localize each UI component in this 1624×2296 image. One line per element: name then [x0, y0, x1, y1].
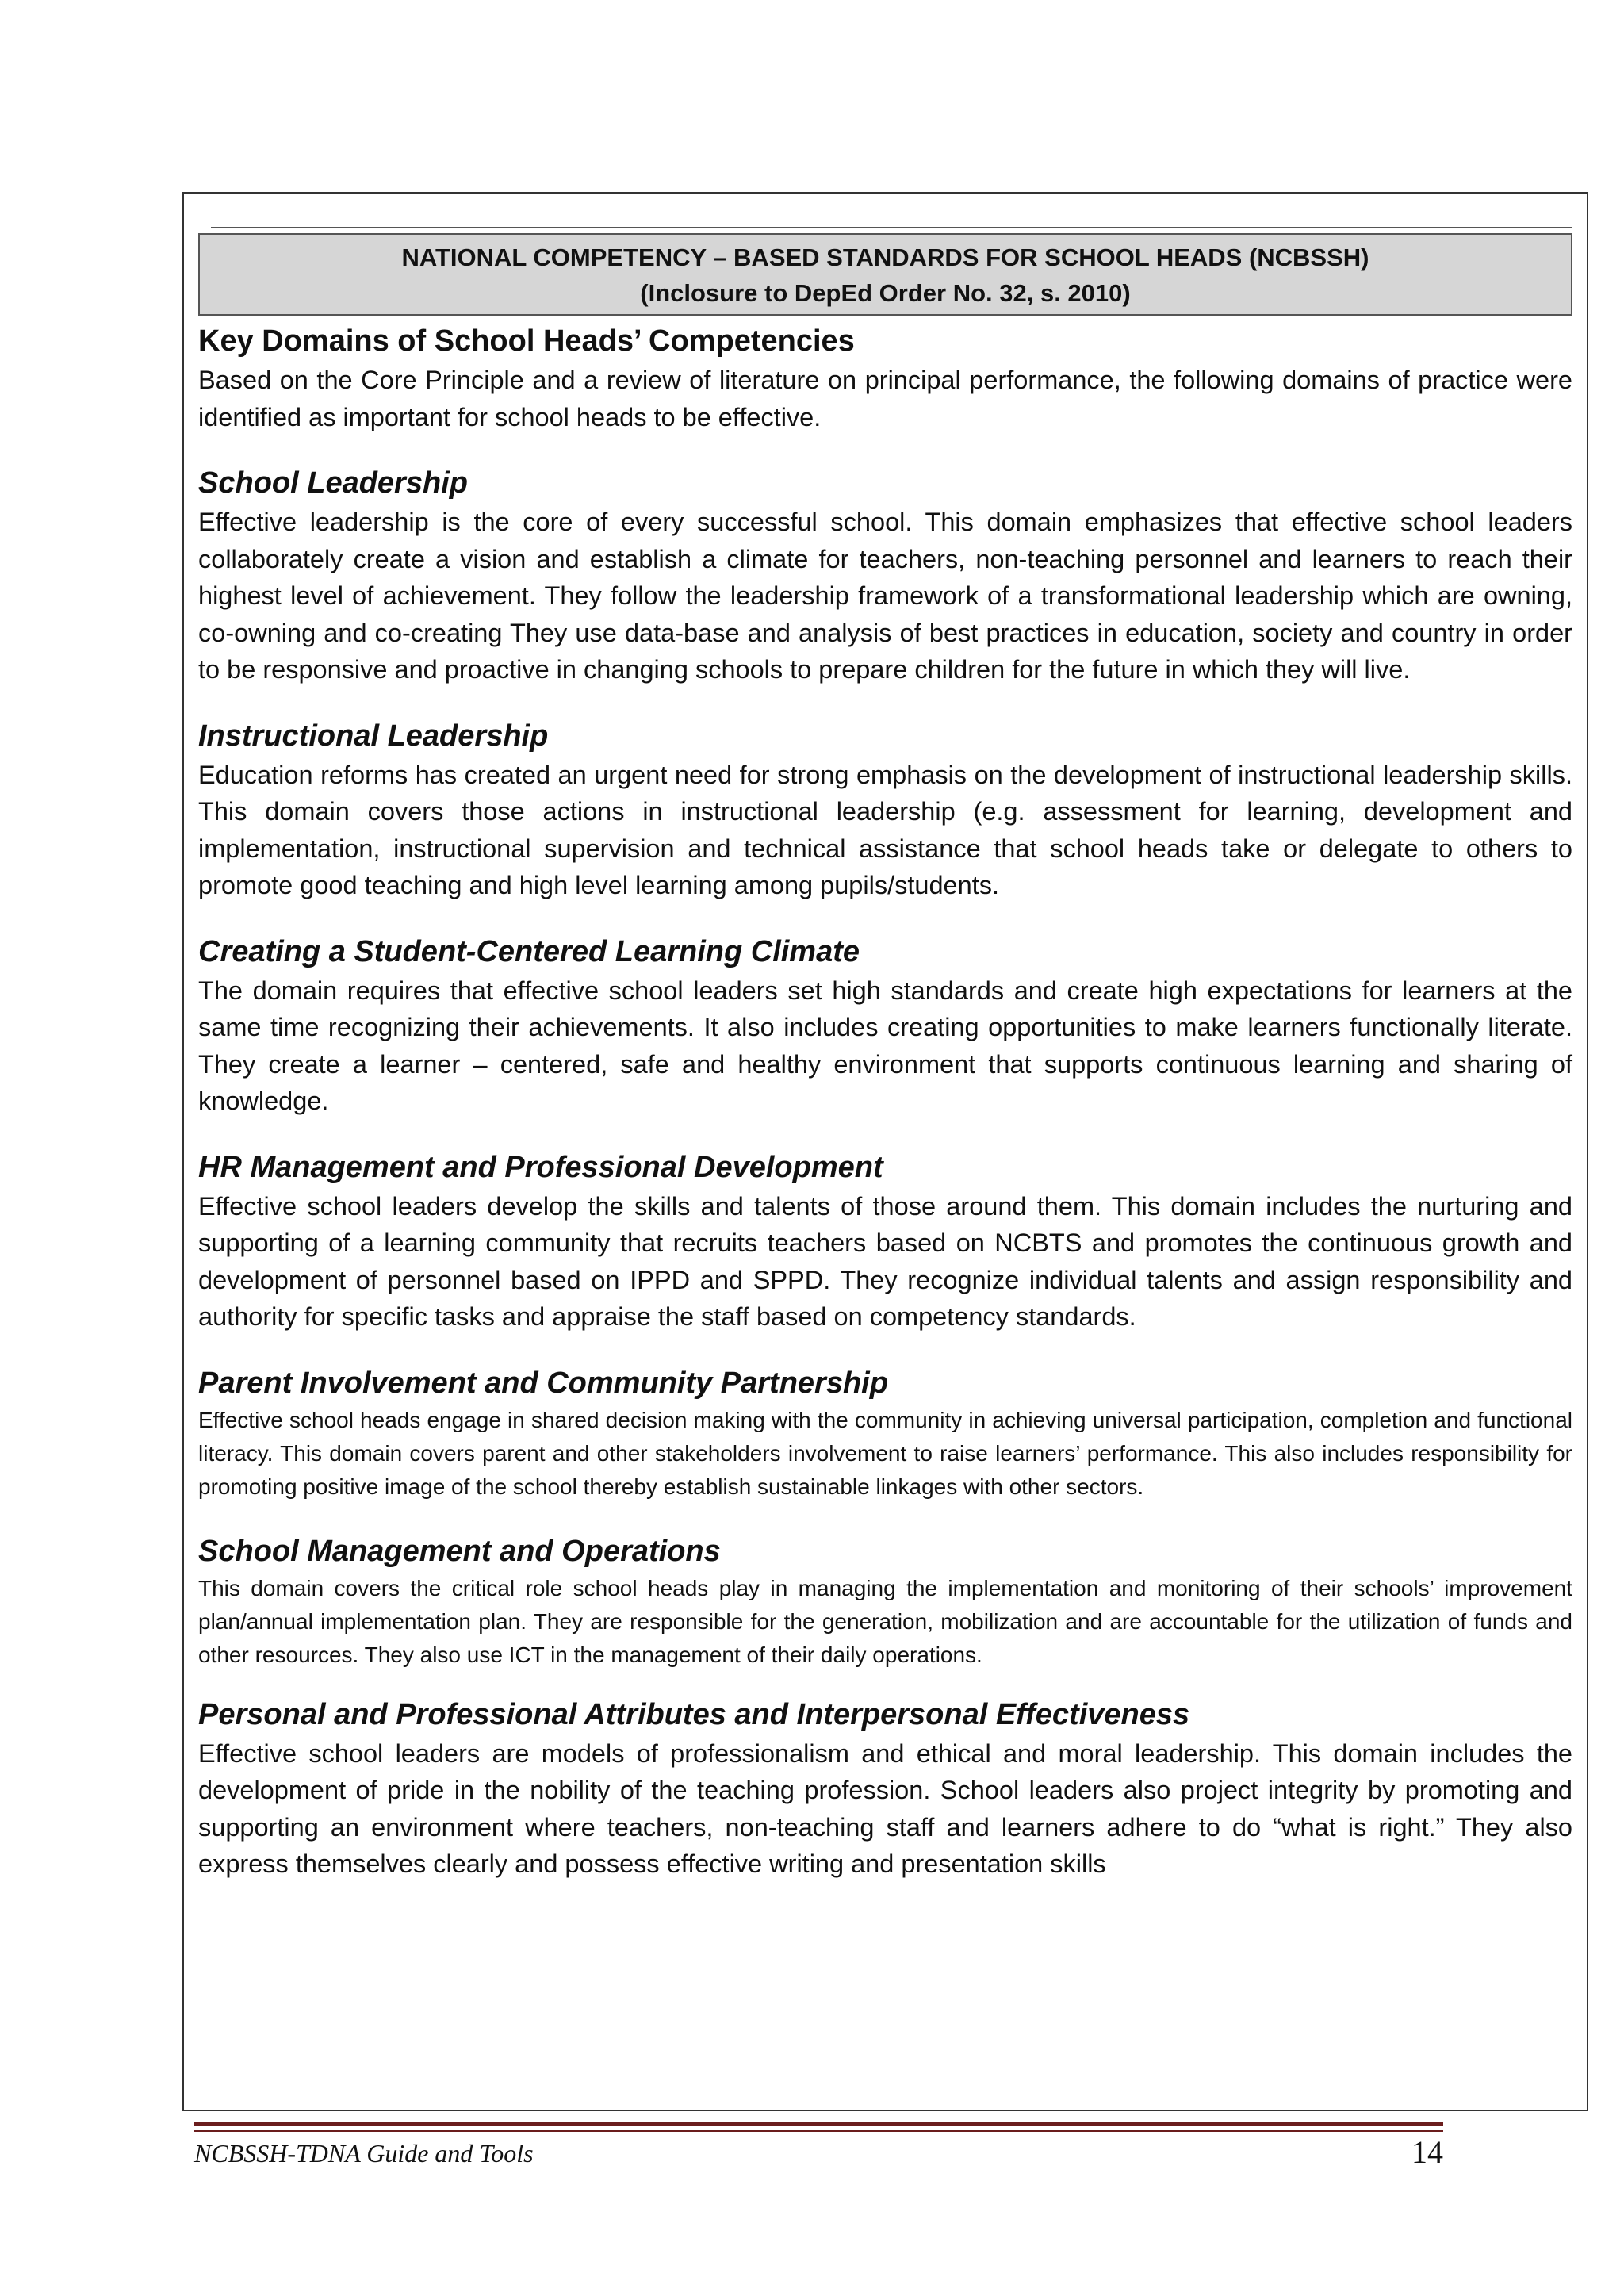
section-instructional-leadership: [198, 715, 1572, 904]
page-number: 14: [1411, 2134, 1443, 2170]
section-heading: Personal and Professional Attributes and Interpersonal Effectiveness: [198, 1697, 1190, 1731]
section-heading: School Leadership: [198, 466, 468, 500]
intro-heading: Key Domains of School Heads’ Competencies: [198, 324, 855, 358]
intro-section: [198, 320, 1572, 435]
section-personal-attributes: [198, 1694, 1572, 1883]
section-paragraph: This domain covers the critical role school heads play in managing the implementation and monitoring of their schools’ improvement plan/annual implementation plan. They are responsible for the generation, mobilization and are accountable for the utilization of funds and other resources. They also use ICT in the management of their daily operations.: [198, 1575, 1572, 1667]
section-paragraph: Effective school leaders develop the skills and talents of those around them. This domain includes the nurturing and supporting of a learning community that recruits teachers based on NCBTS and promotes the continuous growth and development of personnel based on IPPD and SPPD. They recognize individual talents and assign responsibility and authority for specific tasks and appraise the staff based on competency standards.: [198, 1191, 1572, 1331]
section-paragraph: Education reforms has created an urgent need for strong emphasis on the development of instructional leadership skills. This domain covers those actions in instructional leadership (e.g. assessment for learning, development and implementation, instructional supervision and technical assistance that school heads take or delegate to others to promote good teaching and high level learning among pupils/students.: [198, 760, 1572, 899]
document-body: [198, 320, 1572, 1883]
section-paragraph: Effective leadership is the core of every successful school. This domain emphasizes that effective school leaders collaborately create a vision and establish a climate for teachers, non-teaching personnel and learners to reach their highest level of achievement. They follow the leadership framework of a transformational leadership which are owning, co-owning and co-creating They use data-base and analysis of best practices in education, society and country in order to be responsive and proactive in changing schools to prepare children for the future in which they will live.: [198, 508, 1572, 684]
footer-divider: [194, 2122, 1443, 2132]
section-heading: Parent Involvement and Community Partnership: [198, 1366, 888, 1400]
section-heading: HR Management and Professional Development: [198, 1150, 883, 1184]
header-title: NATIONAL COMPETENCY – BASED STANDARDS FOR SCHOOL HEADS (NCBSSH): [401, 243, 1369, 271]
section-heading: School Management and Operations: [198, 1534, 721, 1568]
section-heading: Creating a Student-Centered Learning Climate: [198, 934, 860, 968]
section-school-management: [198, 1531, 1572, 1672]
section-hr-management: [198, 1147, 1572, 1336]
footer-document-title: NCBSSH-TDNA Guide and Tools: [194, 2139, 534, 2168]
intro-paragraph: Based on the Core Principle and a review of literature on principal performance, the following domains of practice were identified as important for school heads to be effective.: [198, 366, 1572, 431]
section-student-centered-climate: [198, 931, 1572, 1120]
document-header-box: [198, 233, 1572, 316]
section-school-leadership: [198, 462, 1572, 688]
section-parent-involvement: [198, 1363, 1572, 1504]
content-frame: [182, 192, 1588, 2111]
header-subtitle: (Inclosure to DepEd Order No. 32, s. 2010): [640, 279, 1131, 307]
section-heading: Instructional Leadership: [198, 719, 549, 753]
section-paragraph: The domain requires that effective school leaders set high standards and create high expectations for learners at the same time recognizing their achievements. It also includes creating opportunities to make learners functionally literate. They create a learner – centered, safe and healthy environment that supports continuous learning and sharing of knowledge.: [198, 976, 1572, 1115]
section-paragraph: Effective school leaders are models of professionalism and ethical and moral leadership. This domain includes the development of pride in the nobility of the teaching profession. School leaders also project integrity by promoting and supporting an environment where teachers, non-teaching staff and learners adhere to do “what is right.” They also express themselves clearly and possess effective writing and presentation skills: [198, 1738, 1572, 1878]
section-paragraph: Effective school heads engage in shared decision making with the community in achieving universal participation, completion and functional literacy. This domain covers parent and other stakeholders involvement to raise learners’ performance. This also includes responsibility for promoting positive image of the school thereby establish sustainable linkages with other sectors.: [198, 1407, 1572, 1499]
